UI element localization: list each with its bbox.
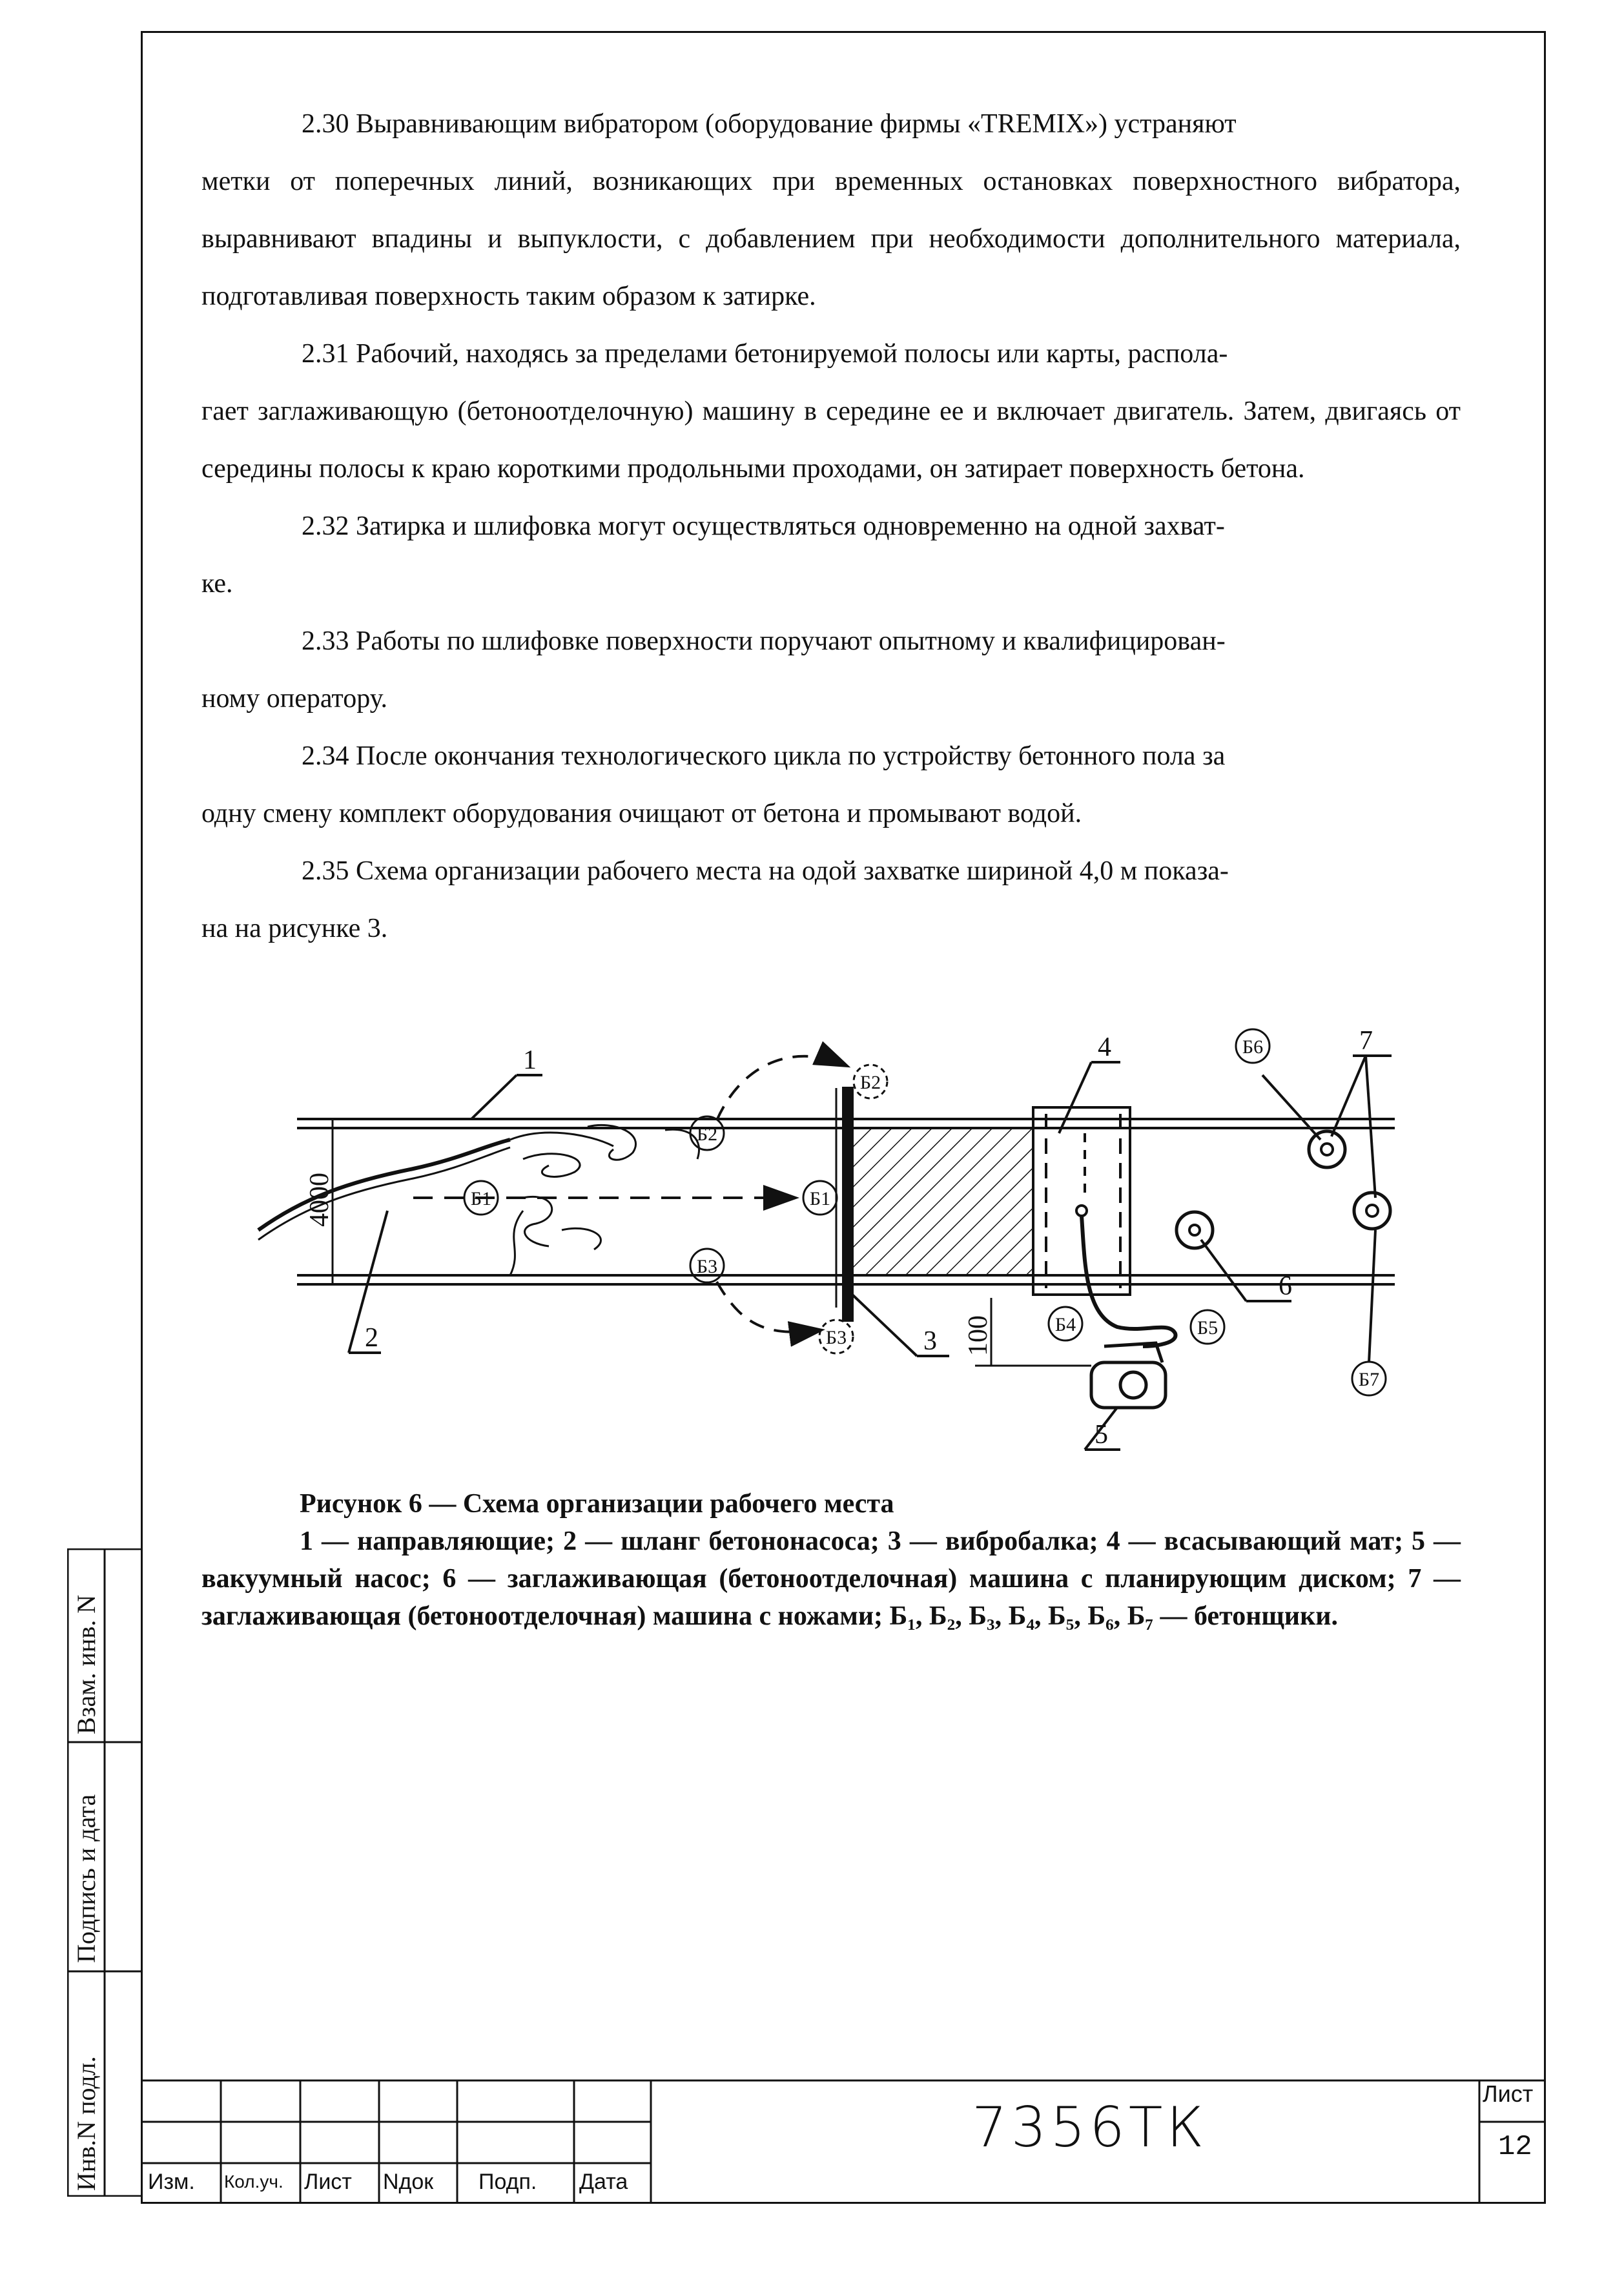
- col-podp: Подп.: [478, 2170, 537, 2194]
- title-block: [143, 2079, 1546, 2204]
- vibrating-beam: [843, 1088, 852, 1320]
- sheet-label: Лист: [1483, 2080, 1534, 2107]
- col-ndok: Nдок: [383, 2170, 434, 2194]
- screeded-area: [852, 1128, 1033, 1275]
- trowel-blade-machine-b: [1354, 1193, 1390, 1229]
- document-code: 7356ТК: [972, 2095, 1208, 2160]
- trowel-blade-machine-a: [1309, 1131, 1345, 1167]
- vzam-inv-label: Взам. инв. N: [72, 1594, 101, 1734]
- sheet-number: 12: [1498, 2131, 1532, 2163]
- col-list: Лист: [304, 2170, 352, 2194]
- figure-caption: [201, 1485, 1461, 1635]
- workplace-diagram: [252, 1004, 1414, 1469]
- inv-podl-label: Инв.N подл.: [72, 2056, 101, 2191]
- text-body: [201, 96, 1461, 958]
- svg-text:Б6: Б6: [1242, 1036, 1264, 1058]
- paragraph-2-31: 2.31 Рабочий, находясь за пределами бетонируемой полосы или карты, распола- гает заглаживающую (бетоноотделочную) машину в середине ее и включает двигатель. Затем, двигаясь от середины полосы к краю короткими продольными проходами, он затирает поверхность бетона.: [201, 339, 1461, 484]
- dim-4000: 4000: [305, 1173, 334, 1227]
- paragraph-2-33: 2.33 Работы по шлифовке поверхности поручают опытному и квалифицирован- ному оператору.: [201, 626, 1226, 714]
- label-2: 2: [365, 1323, 378, 1353]
- svg-text:Б3: Б3: [696, 1256, 718, 1277]
- col-kol-uch: Кол.уч.: [224, 2172, 283, 2192]
- svg-text:Б5: Б5: [1197, 1317, 1218, 1339]
- side-stamp: [67, 1548, 143, 2197]
- svg-text:Б2: Б2: [696, 1124, 718, 1145]
- podpis-data-label: Подпись и дата: [72, 1794, 101, 1963]
- paragraph-2-30: 2.30 Выравнивающим вибратором (оборудование фирмы «TREMIX») устраняют метки от поперечных линий, возникающих при временных остановках поверхностного вибратора, выравнивают впадины и выпуклости, с добавлением при необходимости дополнительного материала, подготавливая поверхность таким образом к затирке.: [201, 109, 1461, 311]
- paragraph-2-32: 2.32 Затирка и шлифовка могут осуществляться одновременно на одной захват- ке.: [201, 511, 1225, 599]
- paragraph-2-34: 2.34 После окончания технологического цикла по устройству бетонного пола за одну смену комплект оборудования очищают от бетона и промывают водой.: [201, 741, 1226, 828]
- svg-text:Б4: Б4: [1054, 1314, 1076, 1335]
- trowel-disk-machine: [1177, 1212, 1213, 1248]
- svg-text:Б3: Б3: [825, 1327, 847, 1348]
- label-5: 5: [1095, 1420, 1108, 1450]
- dim-100: 100: [963, 1315, 993, 1356]
- paragraph-2-35: 2.35 Схема организации рабочего места на одой захватке шириной 4,0 м показа- на на рисунке 3.: [201, 856, 1229, 943]
- vacuum-pump: [1091, 1343, 1166, 1408]
- label-7: 7: [1359, 1026, 1373, 1056]
- col-data: Дата: [579, 2170, 628, 2194]
- svg-text:Б7: Б7: [1358, 1369, 1380, 1390]
- figure-legend: 1 — направляющие; 2 — шланг бетононасоса; 3 — вибробалка; 4 — всасывающий мат; 5 — вакуумный насос; 6 — заглаживающая (бетоноотделочная) машина с планирующим диском; 7 — заглаживающая (бетоноотделочная) машина с ножами; Б₁, Б₂, Б₃, Б₄, Б₅, Б₆, Б₇ — бетонщики.: [201, 1526, 1461, 1631]
- suction-mat: [1033, 1107, 1130, 1295]
- figure-title: Рисунок 6 — Схема организации рабочего места: [300, 1489, 894, 1519]
- col-izm: Изм.: [148, 2170, 195, 2194]
- label-1: 1: [523, 1045, 537, 1075]
- label-4: 4: [1098, 1032, 1111, 1062]
- label-3: 3: [923, 1326, 937, 1356]
- svg-text:Б1: Б1: [470, 1188, 492, 1209]
- svg-text:Б2: Б2: [859, 1072, 881, 1093]
- svg-text:Б1: Б1: [809, 1188, 831, 1209]
- label-6: 6: [1279, 1271, 1292, 1301]
